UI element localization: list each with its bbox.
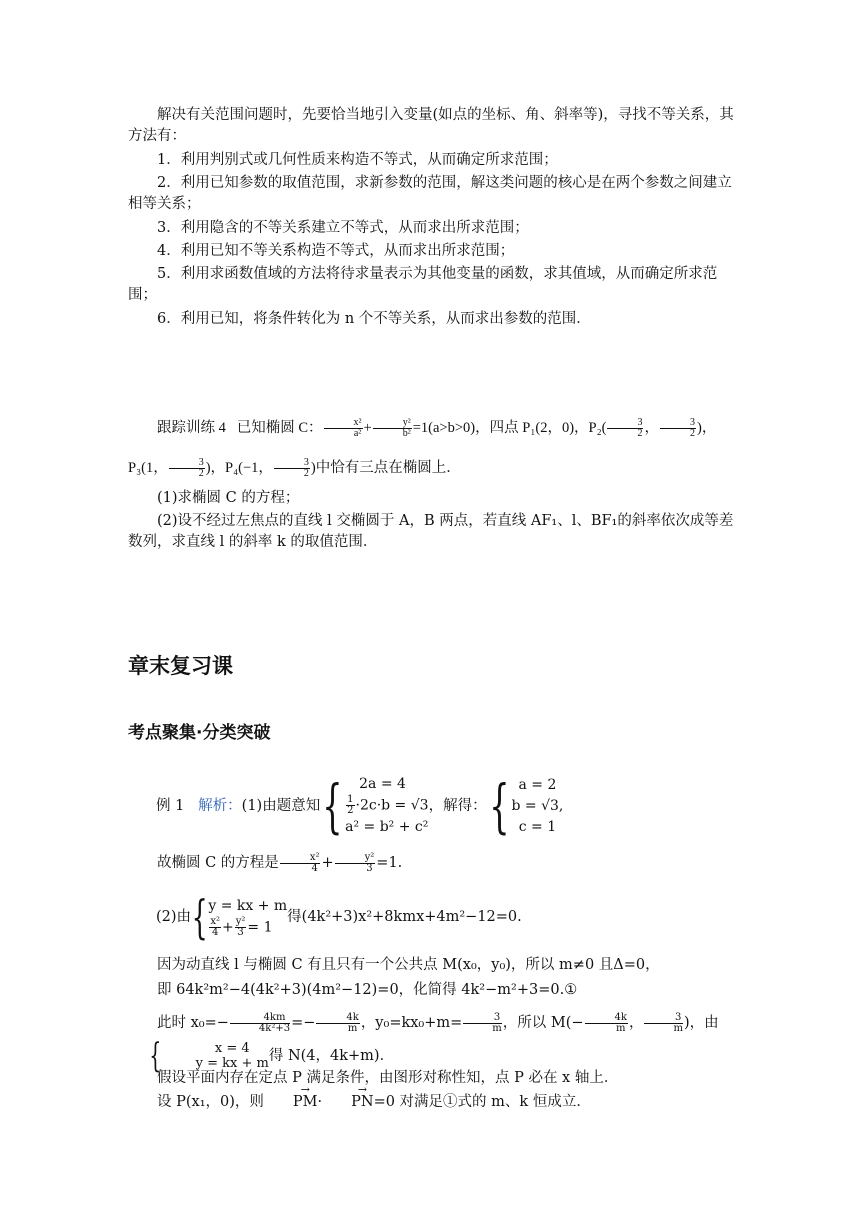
training-stem: 跟踪训练 4 已知椭圆 C： $\frac{\text{x²}}{\text{a²}}$ + $\frac{\text{y²}}{\text{b²}}$ =1(a>b>0)，四点 P₁(2，0)，P₂( $\frac{3}{2}$ ， $\frac{3}{2}$ )，P₃(1， $\frac{3}{2}$ )，P₄(−1， $\frac{3}{2}$ )中恰有三点在椭圆上．: [128, 417, 717, 480]
vector-pn: → PN: [322, 1092, 373, 1113]
ellipse-x-term: $\frac{\text{x²}}{\text{a²}}$: [324, 418, 363, 439]
example-part1: [128, 772, 740, 840]
line-a: 因为动直线 l 与椭圆 C 有且只有一个公共点 M(x₀，y₀)，所以 m≠0 且Δ=0，: [157, 957, 660, 973]
section-title: 考点聚集·分类突破: [128, 723, 271, 743]
example-label: 例 1: [156, 797, 185, 814]
example-part2: (2)由 { y = kx + m $\frac{\text{x²}}{4}$ + $\frac{\text{y²}}{3}$ = 1 得(4k²+3)x²+8kmx+4m²−12=0.: [156, 890, 522, 944]
training-stem-c: 中恰有三点在椭圆上．: [315, 460, 461, 476]
brace-icon: {: [149, 1036, 162, 1076]
brace-icon: {: [322, 772, 343, 840]
training-stem-b: =1(a>b>0)，四点 P: [412, 420, 531, 436]
system-4: x = 4 y = kx + m: [195, 1041, 269, 1071]
analysis-label: 解析：: [198, 797, 242, 814]
chapter-title: 章末复习课: [128, 654, 233, 678]
training-stem-a: 已知椭圆 C：: [236, 420, 323, 436]
line-b: 即 64k²m²−4(4k²+3)(4m²−12)=0，化简得 4k²−m²+3=0.①: [157, 982, 578, 998]
method-item-1: 1．利用判别式或几何性质来构造不等式，从而确定所求范围；: [157, 152, 558, 168]
part1-lead: (1)由题意知: [241, 797, 321, 814]
solve-text: ，解得：: [428, 797, 487, 814]
method-item-4: 4．利用已知不等关系构造不等式，从而求出所求范围；: [157, 243, 515, 259]
conclusion: 故椭圆 C 的方程是 $\frac{\text{x²}}{4}$ + $\frac{\text{y²}}{3}$ =1.: [157, 851, 403, 874]
system-2: a = 2 b = √3, c = 1: [511, 776, 564, 835]
training-q1: (1)求椭圆 C 的方程；: [157, 490, 300, 506]
training-q2: (2)设不经过左焦点的直线 l 交椭圆于 A，B 两点，若直线 AF₁、l、BF₁的斜率依次成等差数列，求直线 l 的斜率 k 的取值范围．: [128, 513, 734, 550]
system-1: 2a = 4 $\frac{1}{2}$ ·2c·b = √3 a² = b² + c²: [345, 776, 429, 835]
brace-icon: {: [488, 772, 510, 840]
methods-intro: 解决有关范围问题时，先要恰当地引入变量(如点的坐标、角、斜率等)，寻找不等关系，其方法有：: [128, 107, 734, 144]
method-item-2: 2．利用已知参数的取值范围，求新参数的范围，解这类问题的核心是在两个参数之间建立相等关系；: [128, 175, 732, 212]
line-e: 设 P(x₁，0)，则→ PM·→ PN=0 对满足①式的 m、k 恒成立．: [128, 1092, 740, 1113]
system-3: y = kx + m $\frac{\text{x²}}{4}$ + $\frac{\text{y²}}{3}$ = 1: [208, 897, 288, 938]
vector-pm: → PM: [264, 1092, 318, 1113]
method-item-3: 3．利用隐含的不等关系建立不等式，从而求出所求范围；: [157, 220, 529, 236]
line-c: 此时 x₀=− $\frac{4km}{\text{4k²+3}}$ =− $\frac{4k}{m}$ ，y₀=kx₀+m= $\frac{3}{m}$ ，所以 M(− $\frac{4k}{m}$ ， $\frac{3}{m}$ )，由{ x = 4 y = kx + m 得 N(4，4k+m)．: [128, 1007, 740, 1073]
training-label: 跟踪训练 4: [157, 420, 226, 436]
method-item-6: 6．利用已知，将条件转化为 n 个不等关系，从而求出参数的范围．: [157, 311, 591, 327]
method-item-5: 5．利用求函数值域的方法将待求量表示为其他变量的函数，求其值域，从而确定所求范围；: [128, 266, 718, 303]
brace-icon: {: [191, 890, 208, 944]
ellipse-y-term: $\frac{\text{y²}}{\text{b²}}$: [373, 418, 412, 439]
line-d: 假设平面内存在定点 P 满足条件，由图形对称性知，点 P 必在 x 轴上．: [157, 1070, 619, 1086]
